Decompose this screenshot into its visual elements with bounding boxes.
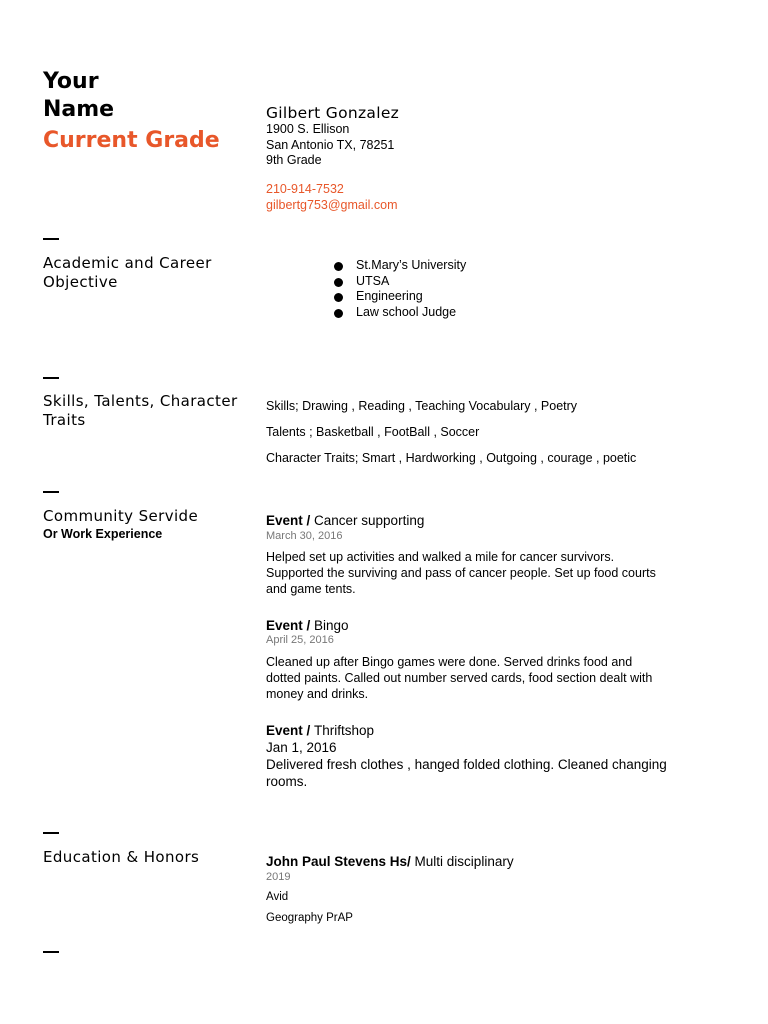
community-section-subtitle: Or Work Experience xyxy=(43,527,163,541)
honor-item: Geography PrAP xyxy=(266,912,353,924)
bullet-icon xyxy=(334,309,343,318)
list-item xyxy=(334,305,466,321)
skills-section-title: Skills, Talents, Character Traits xyxy=(43,392,238,429)
contact-address xyxy=(266,122,394,169)
list-item-label: Law school Judge xyxy=(356,304,457,319)
list-item xyxy=(334,274,466,290)
section-divider xyxy=(43,491,59,493)
event-date: April 25, 2016 xyxy=(266,634,334,646)
event-description: Delivered fresh clothes , hanged folded clothing. Cleaned changing rooms. xyxy=(266,757,667,789)
list-item xyxy=(334,289,466,305)
name-heading xyxy=(43,68,114,124)
education-section-title: Education & Honors xyxy=(43,848,200,866)
list-item-label: Engineering xyxy=(356,289,423,303)
event-name: Thriftshop xyxy=(314,723,375,738)
event-description: Cleaned up after Bingo games were done. Served drinks food and dotted paints. Called out number served cards, food section dealt with money and drinks. xyxy=(266,655,653,701)
event-date: Jan 1, 2016 xyxy=(266,740,337,755)
event-label: Event / xyxy=(266,618,315,633)
bullet-icon xyxy=(334,278,343,287)
event-label: Event / xyxy=(266,513,315,528)
event-heading xyxy=(266,617,349,634)
graduation-year: 2019 xyxy=(266,871,291,883)
traits-line: Character Traits; Smart , Hardworking , Outgoing , courage , poetic xyxy=(266,451,637,465)
section-divider xyxy=(43,832,59,834)
school-name: John Paul Stevens Hs/ xyxy=(266,854,415,869)
event-description: Helped set up activities and walked a mile for cancer survivors. Supported the surviving and pass of cancer people. Set up food courts and game tents. xyxy=(266,550,656,596)
phone-number[interactable]: 210-914-7532 xyxy=(266,182,344,196)
address-line: 1900 S. Ellison xyxy=(266,122,350,136)
community-section-title: Community Servide xyxy=(43,507,199,525)
bullet-icon xyxy=(334,262,343,271)
name-line-2: Name xyxy=(43,97,115,122)
event-label: Event / xyxy=(266,723,315,738)
section-divider xyxy=(43,238,59,240)
section-divider xyxy=(43,377,59,379)
talents-line: Talents ; Basketball , FootBall , Soccer xyxy=(266,425,480,439)
event-name: Bingo xyxy=(314,618,349,633)
section-divider xyxy=(43,951,59,953)
honor-item: Avid xyxy=(266,891,289,903)
contact-name: Gilbert Gonzalez xyxy=(266,104,400,122)
name-line-1: Your xyxy=(43,69,99,94)
event-heading xyxy=(266,512,424,529)
contact-links xyxy=(266,181,398,213)
skills-line: Skills; Drawing , Reading , Teaching Vocabulary , Poetry xyxy=(266,399,578,413)
event-name: Cancer supporting xyxy=(314,513,425,528)
bullet-icon xyxy=(334,293,343,302)
address-line: San Antonio TX, 78251 xyxy=(266,137,395,152)
list-item xyxy=(334,258,466,274)
current-grade-heading: Current Grade xyxy=(43,128,220,153)
objective-list xyxy=(334,258,466,320)
school-heading xyxy=(266,853,514,870)
objective-section-title: Academic and Career Objective xyxy=(43,254,212,291)
address-line: 9th Grade xyxy=(266,153,322,167)
email-address[interactable]: gilbertg753@gmail.com xyxy=(266,198,398,212)
program-name: Multi disciplinary xyxy=(414,854,514,869)
event-heading xyxy=(266,722,374,739)
event-date: March 30, 2016 xyxy=(266,530,343,542)
list-item-label: St.Mary’s University xyxy=(356,258,467,272)
list-item-label: UTSA xyxy=(356,273,390,288)
